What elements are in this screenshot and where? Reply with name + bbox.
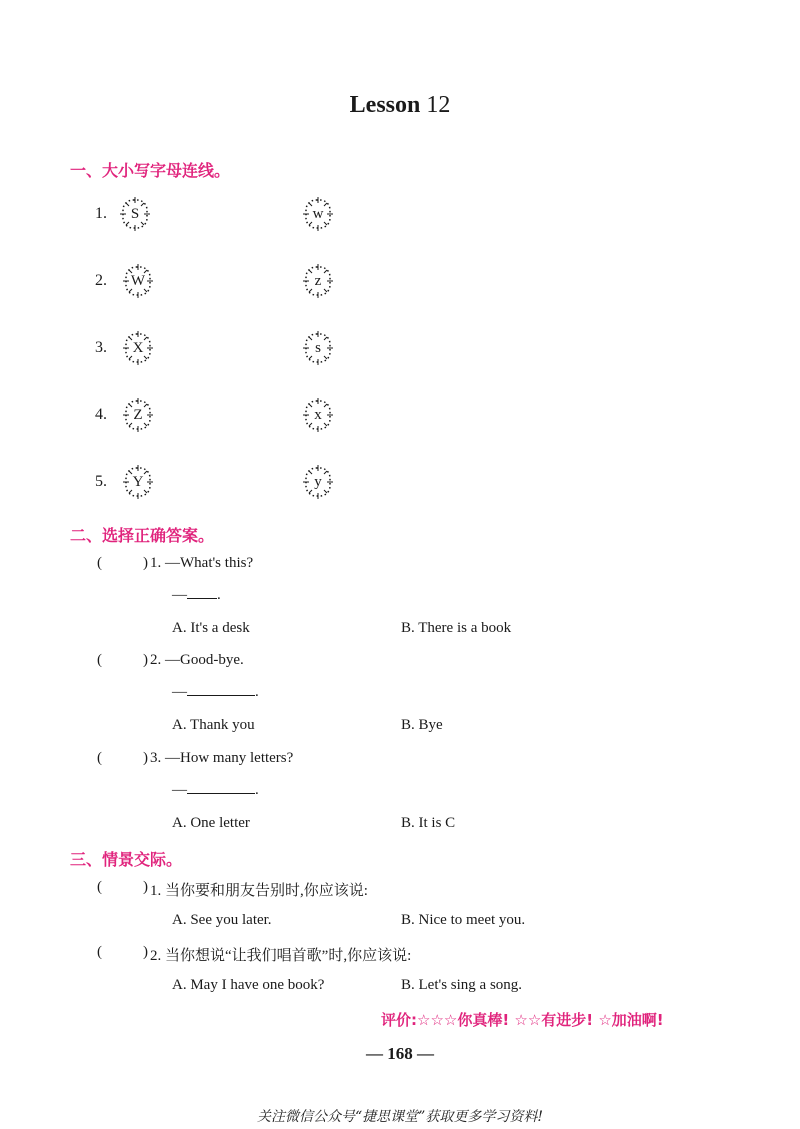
lowercase-letter-badge[interactable] bbox=[302, 196, 334, 232]
option-a[interactable]: A. One letter bbox=[172, 815, 250, 831]
uppercase-letter: Z bbox=[133, 407, 143, 423]
page-number: — 168 — bbox=[366, 1044, 434, 1063]
lowercase-letter: z bbox=[314, 273, 322, 289]
answer-paren-close: ) bbox=[143, 879, 148, 895]
uppercase-letter-badge[interactable] bbox=[122, 263, 154, 299]
question-text bbox=[150, 944, 411, 965]
uppercase-letter-badge[interactable] bbox=[119, 196, 151, 232]
row4-number: 4. bbox=[95, 406, 107, 423]
option-b[interactable]: B. It is C bbox=[401, 815, 456, 831]
title-word: Lesson bbox=[349, 92, 421, 118]
lowercase-letter-badge[interactable] bbox=[302, 330, 334, 366]
question-text bbox=[150, 750, 293, 767]
option-a[interactable]: A. May I have one book? bbox=[172, 977, 325, 993]
answer-paren-close: ) bbox=[143, 944, 148, 960]
question-text bbox=[150, 652, 244, 669]
self-evaluation: 评价:☆☆☆你真棒! ☆☆有进步! ☆加油啊! bbox=[381, 1011, 664, 1029]
option-a[interactable]: A. It's a desk bbox=[172, 620, 250, 636]
uppercase-letter: X bbox=[132, 340, 144, 356]
answer-paren-open: ( bbox=[97, 944, 102, 960]
period: . bbox=[255, 684, 259, 700]
row3-number: 3. bbox=[95, 339, 107, 356]
uppercase-letter-badge[interactable] bbox=[122, 464, 154, 500]
question-text bbox=[150, 555, 253, 572]
footer-note: 关注微信公众号“捷思课堂”获取更多学习资料! bbox=[257, 1109, 543, 1125]
answer-paren-open: ( bbox=[97, 555, 102, 571]
lowercase-letter-badge[interactable] bbox=[302, 397, 334, 433]
row1-number: 1. bbox=[95, 205, 107, 222]
question-number: 1. bbox=[150, 555, 162, 571]
section1-heading: 一、大小写字母连线。 bbox=[70, 161, 231, 180]
answer-paren-open: ( bbox=[97, 652, 102, 668]
answer-blank[interactable] bbox=[187, 598, 217, 599]
question-prompt: 当你想说“让我们唱首歌”时,你应该说: bbox=[165, 948, 412, 964]
section2-heading: 二、选择正确答案。 bbox=[70, 526, 215, 545]
period: . bbox=[255, 782, 259, 798]
option-a[interactable]: A. See you later. bbox=[172, 912, 272, 928]
period: . bbox=[217, 587, 221, 603]
question-number: 2. bbox=[150, 652, 162, 668]
answer-paren-open: ( bbox=[97, 879, 102, 895]
dash: — bbox=[172, 684, 187, 700]
uppercase-letter-badge[interactable] bbox=[122, 330, 154, 366]
dash: — bbox=[172, 587, 187, 603]
question-prompt: —What's this? bbox=[165, 555, 254, 571]
answer-line bbox=[172, 684, 259, 701]
option-a[interactable]: A. Thank you bbox=[172, 717, 255, 733]
question-number: 2. bbox=[150, 948, 162, 964]
section3-heading: 三、情景交际。 bbox=[70, 850, 183, 869]
question-prompt: —Good-bye. bbox=[165, 652, 244, 668]
question-prompt: 当你要和朋友告别时,你应该说: bbox=[165, 883, 368, 899]
uppercase-letter: S bbox=[130, 206, 140, 222]
question-text bbox=[150, 879, 368, 900]
uppercase-letter-badge[interactable] bbox=[122, 397, 154, 433]
question-number: 1. bbox=[150, 883, 162, 899]
dash: — bbox=[172, 782, 187, 798]
answer-line bbox=[172, 587, 221, 604]
uppercase-letter: W bbox=[130, 273, 146, 289]
row2-number: 2. bbox=[95, 272, 107, 289]
option-b[interactable]: B. Let's sing a song. bbox=[401, 977, 523, 993]
lowercase-letter: w bbox=[312, 206, 324, 222]
page-title bbox=[0, 92, 800, 119]
answer-paren-close: ) bbox=[143, 555, 148, 571]
answer-paren-open: ( bbox=[97, 750, 102, 766]
title-number: 12 bbox=[426, 92, 451, 118]
answer-line bbox=[172, 782, 259, 799]
lowercase-letter: x bbox=[314, 407, 322, 423]
lowercase-letter: y bbox=[314, 474, 322, 490]
lowercase-letter: s bbox=[315, 340, 321, 356]
lowercase-letter-badge[interactable] bbox=[302, 464, 334, 500]
answer-blank[interactable] bbox=[187, 793, 255, 794]
row5-number: 5. bbox=[95, 473, 107, 490]
option-b[interactable]: B. Bye bbox=[401, 717, 443, 733]
uppercase-letter: Y bbox=[132, 474, 144, 490]
question-prompt: —How many letters? bbox=[165, 750, 294, 766]
option-b[interactable]: B. Nice to meet you. bbox=[401, 912, 526, 928]
option-b[interactable]: B. There is a book bbox=[401, 620, 512, 636]
answer-paren-close: ) bbox=[143, 652, 148, 668]
answer-paren-close: ) bbox=[143, 750, 148, 766]
answer-blank[interactable] bbox=[187, 695, 255, 696]
lowercase-letter-badge[interactable] bbox=[302, 263, 334, 299]
question-number: 3. bbox=[150, 750, 162, 766]
